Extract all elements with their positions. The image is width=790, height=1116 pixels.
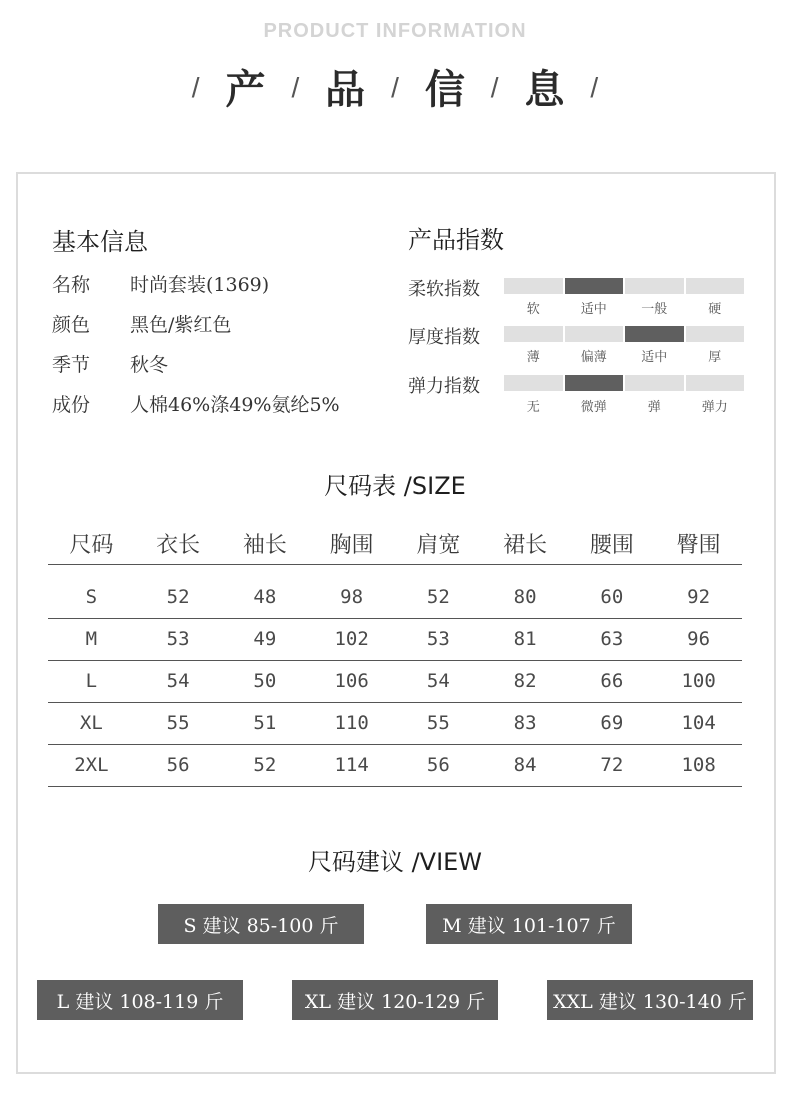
info-label: 颜色 [52, 314, 91, 336]
table-cell: 110 [308, 702, 395, 744]
table-cell: 83 [482, 702, 569, 744]
table-cell: 100 [655, 660, 742, 702]
size-col-header: 袖长 [242, 533, 287, 559]
table-cell: 98 [308, 576, 395, 618]
table-cell: 84 [482, 744, 569, 786]
table-cell: 55 [395, 702, 482, 744]
table-cell: 92 [655, 576, 742, 618]
info-label: 季节 [52, 354, 91, 376]
table-cell: 52 [395, 576, 482, 618]
title-separator: / [490, 72, 499, 103]
title-char: 信 [424, 66, 465, 113]
table-cell: 69 [569, 702, 656, 744]
suggestion-xl: XL 建议 120-129 斤 [292, 980, 498, 1020]
table-row [48, 744, 742, 786]
info-row-season [52, 350, 168, 377]
size-col-header: 胸围 [329, 533, 374, 559]
size-col-header: 腰围 [589, 533, 634, 559]
table-cell: 48 [222, 576, 309, 618]
info-row-composition [52, 390, 340, 417]
table-cell: 104 [655, 702, 742, 744]
table-cell: 106 [308, 660, 395, 702]
elasticity-index-scale [504, 396, 744, 415]
title-char: 产 [225, 66, 266, 113]
index-segment [565, 375, 624, 391]
softness-index-label: 柔软指数 [408, 279, 480, 300]
table-cell: 53 [395, 618, 482, 660]
title-separator: / [590, 72, 599, 103]
softness-index-bar [504, 278, 744, 294]
table-cell: 96 [655, 618, 742, 660]
table-cell: 56 [395, 744, 482, 786]
scale-word: 弹 [647, 400, 661, 415]
size-col-header: 衣长 [156, 533, 201, 559]
table-cell: 72 [569, 744, 656, 786]
table-cell: L [48, 660, 135, 702]
index-segment [504, 326, 563, 342]
table-cell: 55 [135, 702, 222, 744]
page-en-title: PRODUCT INFORMATION [263, 20, 527, 42]
table-cell: 51 [222, 702, 309, 744]
info-row-color [52, 310, 231, 337]
table-cell: 50 [222, 660, 309, 702]
scale-word: 微弹 [580, 400, 607, 415]
scale-word: 厚 [708, 350, 722, 365]
table-row [48, 618, 742, 660]
size-col-header: 尺码 [69, 533, 114, 559]
table-cell: 53 [135, 618, 222, 660]
thickness-index-scale [504, 346, 744, 365]
size-suggestion-title: 尺码建议 /VIEW [307, 848, 483, 876]
scale-word: 薄 [526, 350, 540, 365]
table-cell: 82 [482, 660, 569, 702]
table-cell: 108 [655, 744, 742, 786]
suggestion-s: S 建议 85-100 斤 [158, 904, 364, 944]
index-segment [625, 375, 684, 391]
table-cell: 52 [222, 744, 309, 786]
scale-word: 硬 [708, 302, 722, 317]
table-cell: M [48, 618, 135, 660]
info-value: 黑色/紫红色 [130, 314, 232, 336]
page-cn-title [0, 58, 790, 115]
size-table-header-row [48, 524, 742, 564]
table-cell: 114 [308, 744, 395, 786]
index-segment [625, 278, 684, 294]
index-segment [686, 278, 745, 294]
scale-word: 偏薄 [580, 350, 607, 365]
table-cell: 49 [222, 618, 309, 660]
table-cell: 54 [395, 660, 482, 702]
table-row [48, 660, 742, 702]
info-value: 人棉46%涤49%氨纶5% [130, 394, 340, 416]
title-separator: / [291, 72, 300, 103]
title-char: 品 [325, 66, 366, 113]
scale-word: 适中 [641, 350, 668, 365]
product-index-title: 产品指数 [408, 226, 504, 254]
table-cell: 60 [569, 576, 656, 618]
scale-word: 一般 [641, 302, 668, 317]
scale-word: 弹力 [701, 400, 728, 415]
table-cell: 66 [569, 660, 656, 702]
info-label: 成份 [52, 394, 91, 416]
scale-word: 适中 [580, 302, 607, 317]
table-cell: 2XL [48, 744, 135, 786]
table-cell: 63 [569, 618, 656, 660]
scale-word: 软 [526, 302, 540, 317]
title-separator: / [391, 72, 399, 103]
table-cell: 54 [135, 660, 222, 702]
suggestion-l: L 建议 108-119 斤 [37, 980, 243, 1020]
index-segment [504, 278, 563, 294]
thickness-index-bar [504, 326, 744, 342]
table-cell: 56 [135, 744, 222, 786]
index-segment [686, 326, 745, 342]
elasticity-index-label: 弹力指数 [408, 376, 480, 397]
elasticity-index-bar [504, 375, 744, 391]
table-cell: 80 [482, 576, 569, 618]
table-cell: XL [48, 702, 135, 744]
title-separator: / [191, 72, 200, 103]
size-col-header: 裙长 [503, 533, 548, 559]
suggestion-xxl: XXL 建议 130-140 斤 [547, 980, 753, 1020]
softness-index-scale [504, 298, 744, 317]
info-label: 名称 [52, 274, 91, 296]
title-char: 息 [524, 66, 565, 113]
info-value: 秋冬 [130, 354, 169, 376]
info-row-name [52, 270, 269, 297]
info-value: 时尚套装(1369) [130, 274, 270, 296]
basic-info-title: 基本信息 [52, 228, 148, 256]
index-segment [565, 278, 624, 294]
size-col-header: 臀围 [676, 533, 721, 559]
suggestion-m: M 建议 101-107 斤 [426, 904, 632, 944]
size-table [48, 524, 742, 787]
table-cell: 102 [308, 618, 395, 660]
scale-word: 无 [526, 400, 540, 415]
table-cell: 81 [482, 618, 569, 660]
index-segment [625, 326, 684, 342]
index-segment [686, 375, 745, 391]
table-row [48, 702, 742, 744]
thickness-index-label: 厚度指数 [408, 327, 480, 348]
table-row [48, 576, 742, 618]
size-col-header: 肩宽 [416, 533, 461, 559]
index-segment [565, 326, 624, 342]
index-segment [504, 375, 563, 391]
table-cell: 52 [135, 576, 222, 618]
table-cell: S [48, 576, 135, 618]
size-table-title: 尺码表 /SIZE [324, 472, 466, 500]
